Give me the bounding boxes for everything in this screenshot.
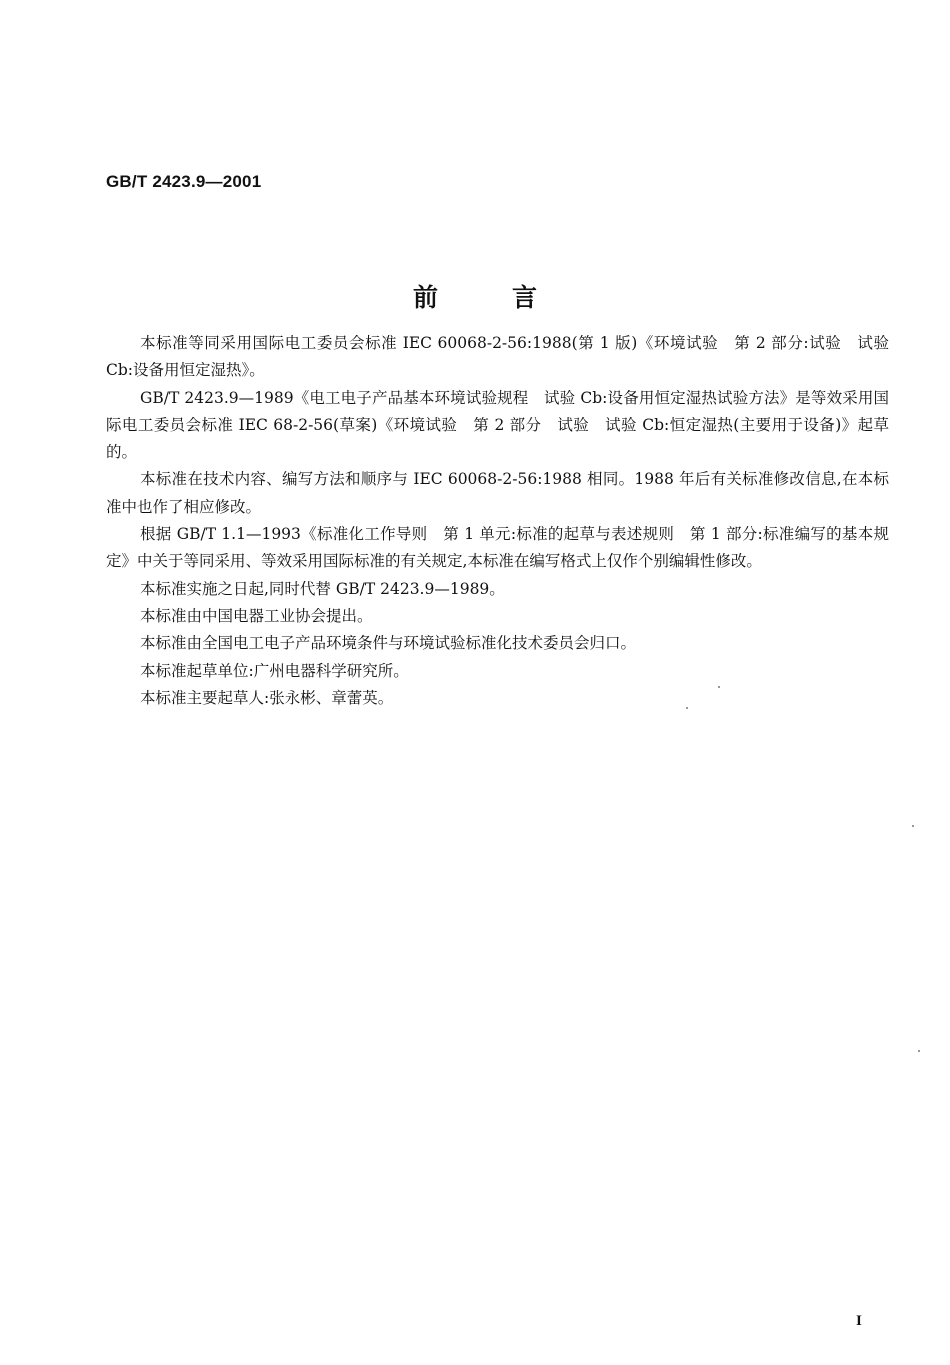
paragraph-content-note: 本标准在技术内容、编写方法和顺序与 IEC 60068-2-56:1988 相同。1988 年后有关标准修改信息,在本标准中也作了相应修改。	[106, 470, 889, 516]
scan-speck	[918, 1050, 920, 1052]
paragraph-replacement: 本标准实施之日起,同时代替 GB/T 2423.9—1989。	[140, 579, 505, 598]
paragraph-drafters: 本标准主要起草人:张永彬、章蕾英。	[140, 688, 394, 707]
paragraph-committee: 本标准由全国电工电子产品环境条件与环境试验标准化技术委员会归口。	[140, 634, 637, 653]
paragraph-proposer: 本标准由中国电器工业协会提出。	[140, 606, 373, 625]
scan-speck	[686, 707, 688, 709]
scan-speck	[718, 686, 720, 688]
scan-speck	[912, 825, 914, 827]
page-title: 前言	[412, 283, 611, 312]
standard-code: GB/T 2423.9—2001	[106, 172, 262, 191]
paragraph-editorial-note: 根据 GB/T 1.1—1993《标准化工作导则 第 1 单元:标准的起草与表述规则 第 1 部分:标准编写的基本规定》中关于等同采用、等效采用国际标准的有关规定,本标准在编写格式上仅作个别编辑性修改。	[106, 525, 889, 571]
paragraph-previous-standard: GB/T 2423.9—1989《电工电子产品基本环境试验规程 试验 Cb:设备用恒定湿热试验方法》是等效采用国际电工委员会标准 IEC 68-2-56(草案)《环境试验 第 2 部分 试验 试验 Cb:恒定湿热(主要用于设备)》起草的。	[106, 388, 889, 462]
page-number: I	[856, 1313, 862, 1329]
paragraph-adoption: 本标准等同采用国际电工委员会标准 IEC 60068-2-56:1988(第 1 版)《环境试验 第 2 部分:试验 试验 Cb:设备用恒定湿热》。	[106, 334, 889, 380]
document-body	[106, 330, 889, 712]
paragraph-drafting-unit: 本标准起草单位:广州电器科学研究所。	[140, 661, 409, 680]
